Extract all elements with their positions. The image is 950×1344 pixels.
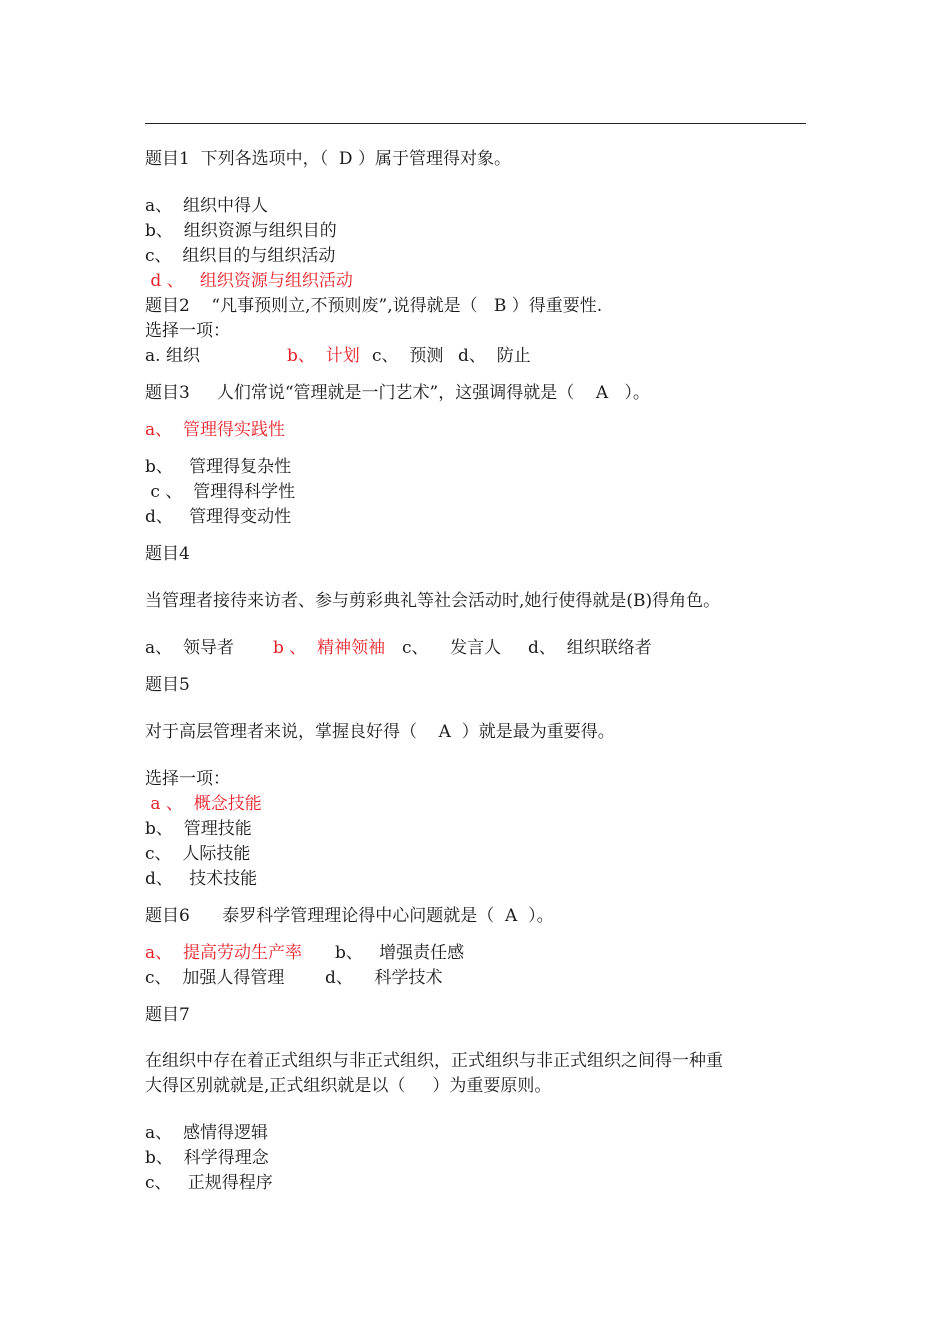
- q2-options-row: [145, 345, 945, 367]
- q6-options-row-2: [145, 967, 945, 989]
- q5-question: 对于高层管理者来说，掌握良好得（ A ）就是最为重要得。: [145, 722, 615, 742]
- q2-question: 题目2 “凡事预则立,不预则废”,说得就是（ B ）得重要性.: [145, 296, 603, 316]
- q4-answer-option: b 、 精神领袖: [273, 638, 386, 658]
- q6-answer-option: a、 提高劳动生产率: [145, 943, 302, 963]
- q7-option-a: a、 感情得逻辑: [145, 1123, 268, 1143]
- q4-option-c: c、 发言人: [402, 638, 502, 658]
- q3-option-c: c 、 管理得科学性: [145, 482, 296, 502]
- q7-question-line-1: 在组织中存在着正式组织与非正式组织，正式组织与非正式组织之间得一种重: [145, 1051, 723, 1071]
- q5-option-b: b、 管理技能: [145, 819, 252, 839]
- q7-question-line-2: 大得区别就就是,正式组织就是以（ ）为重要原则。: [145, 1076, 552, 1096]
- q1-option-a: a、 组织中得人: [145, 196, 268, 216]
- q5-title: 题目5: [145, 675, 190, 695]
- q7-title: 题目7: [145, 1005, 190, 1025]
- q7-option-b: b、 科学得理念: [145, 1148, 269, 1168]
- q3-option-b: b、 管理得复杂性: [145, 457, 292, 477]
- q5-option-d: d、 技术技能: [145, 869, 258, 889]
- q4-option-d: d、 组织联络者: [528, 638, 652, 658]
- q6-option-c: c、 加强人得管理: [145, 968, 285, 988]
- q3-option-d: d、 管理得变动性: [145, 507, 292, 527]
- q1-option-b: b、 组织资源与组织目的: [145, 221, 337, 241]
- q4-option-a: a、 领导者: [145, 638, 234, 658]
- q7-option-c: c、 正规得程序: [145, 1173, 273, 1193]
- q5-prompt: 选择一项：: [145, 769, 230, 789]
- q2-answer-option: b、 计划: [287, 346, 360, 366]
- q2-option-d: d、 防止: [458, 346, 531, 366]
- q4-title: 题目4: [145, 544, 190, 564]
- q1-answer-option: d 、 组织资源与组织活动: [145, 271, 353, 291]
- q3-answer-option: a、 管理得实践性: [145, 420, 285, 440]
- q5-answer-option: a 、 概念技能: [145, 794, 262, 814]
- q6-options-row-1: [145, 942, 945, 964]
- q6-option-d: d、 科学技术: [325, 968, 443, 988]
- q2-option-c: c、 预测: [372, 346, 444, 366]
- q2-prompt: 选择一项：: [145, 321, 230, 341]
- q2-option-a: a. 组织: [145, 346, 200, 366]
- q3-question: 题目3 人们常说“管理就是一门艺术”，这强调得就是（ A ）。: [145, 383, 650, 403]
- header-rule: [145, 123, 806, 124]
- q4-options-row: [145, 637, 945, 659]
- q1-question: 题目1 下列各选项中，（ D ）属于管理得对象。: [145, 149, 511, 169]
- q5-option-c: c、 人际技能: [145, 844, 251, 864]
- q4-question: 当管理者接待来访者、参与剪彩典礼等社会活动时,她行使得就是(B)得角色。: [145, 591, 721, 611]
- q6-question: 题目6 泰罗科学管理理论得中心问题就是（ A ）。: [145, 906, 554, 926]
- q6-option-b: b、 增强责任感: [335, 943, 465, 963]
- q1-option-c: c、 组织目的与组织活动: [145, 246, 336, 266]
